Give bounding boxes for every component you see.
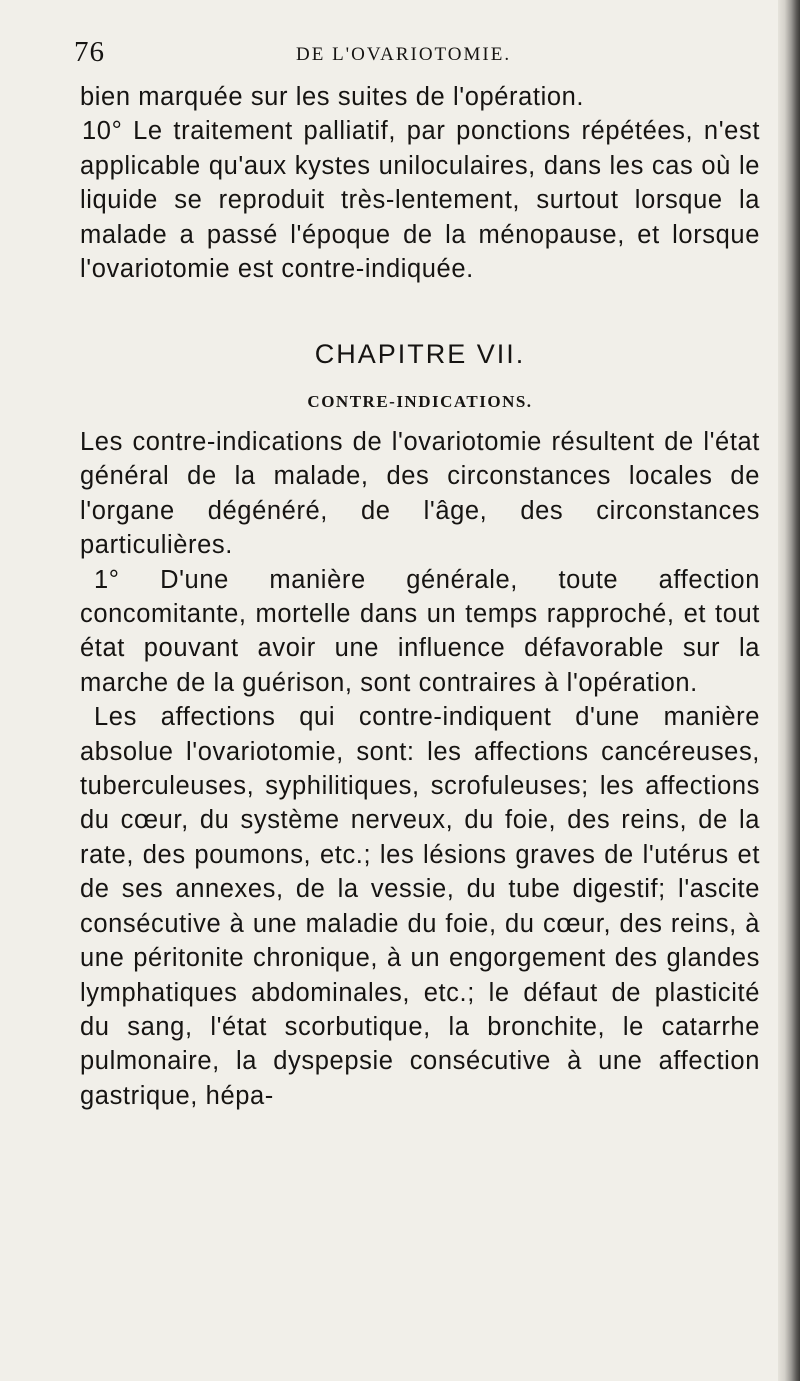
- paragraph-intro: Les contre-indications de l'ovariotomie résultent de l'état général de la malade, des circonstances locales de l'organe dégénéré, de l'âge, des circonstances particulières.: [80, 428, 760, 560]
- paragraph-item-1: 1° D'une manière générale, toute affection concomitante, mortelle dans un temps rapproché, et tout état pouvant avoir une influence défavorable sur la marche de la guérison, sont contraires à l'opération.: [80, 565, 760, 697]
- paragraph-continuation: bien marquée sur les suites de l'opération.: [80, 83, 585, 111]
- page-header: [74, 36, 764, 76]
- chapter-title: CHAPITRE VII.: [314, 339, 526, 369]
- page-number: 76: [74, 36, 105, 68]
- paragraph-affections: Les affections qui contre-indiquent d'une manière absolue l'ovariotomie, sont: les affections cancéreuses, tuberculeuses, syphilitiques, scrofuleuses; les affections du cœur, du système nerveux, du foie, des reins, de la rate, des poumons, etc.; les lésions graves de l'utérus et de ses annexes, de la vessie, du tube digestif; l'ascite consécutive à une maladie du foie, du cœur, des reins, à une péritonite chronique, à un engorgement des glandes lymphatiques abdominales, etc.; le défaut de plasticité du sang, l'état scorbutique, la bronchite, le catarrhe pulmonaire, la dyspepsie consécutive à une affection gastrique, hépa-: [80, 703, 760, 1110]
- page-edge-shadow: [778, 0, 800, 1381]
- chapter-body: [80, 425, 760, 1113]
- paragraph-item-10: 10° Le traitement palliatif, par ponctions répétées, n'est applicable qu'aux kystes uniloculaires, dans les cas où le liquide se reproduit très-lentement, surtout lorsque la malade a passé l'époque de la ménopause, et lorsque l'ovariotomie est contre-indiquée.: [80, 117, 760, 284]
- top-text-block: [80, 80, 760, 286]
- running-head: DE L'OVARIOTOMIE.: [296, 44, 512, 65]
- chapter-subtitle: CONTRE-INDICATIONS.: [307, 392, 533, 411]
